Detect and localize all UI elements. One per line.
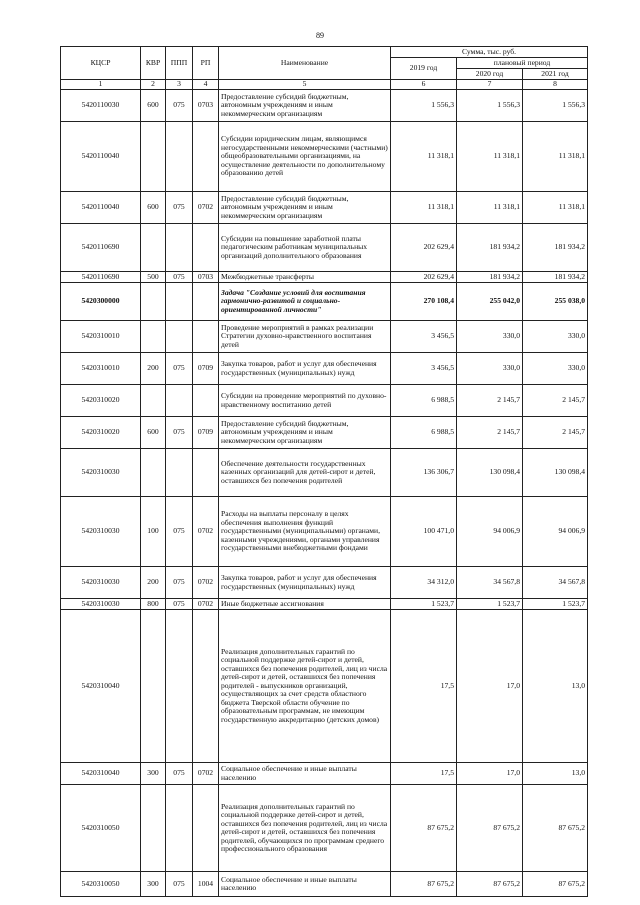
budget-table [60, 46, 588, 897]
kvr-cell: 300 [141, 763, 166, 785]
kcsr-cell: 5420310020 [61, 385, 141, 417]
name-cell: Социальное обеспечение и иные выплаты населению [219, 872, 391, 897]
value-2019-cell: 87 675,2 [391, 872, 457, 897]
header-planned: плановый период [457, 58, 588, 69]
kcsr-cell: 5420310040 [61, 763, 141, 785]
kcsr-cell: 5420110690 [61, 224, 141, 272]
column-number: 6 [391, 80, 457, 90]
value-2019-cell: 6 988,5 [391, 385, 457, 417]
value-2020-cell: 181 934,2 [457, 272, 523, 283]
name-cell: Проведение мероприятий в рамках реализации Стратегии духовно-нравственного воспитания детей [219, 321, 391, 353]
kcsr-cell: 5420310030 [61, 497, 141, 567]
value-2021-cell: 130 098,4 [523, 449, 588, 497]
rp-cell [193, 785, 219, 872]
value-2021-cell: 13,0 [523, 763, 588, 785]
ppp-cell [166, 122, 193, 192]
value-2020-cell: 1 556,3 [457, 90, 523, 122]
column-number: 3 [166, 80, 193, 90]
name-cell: Субсидии юридическим лицам, являющимся негосударственными некоммерческими (частными) общеобразовательными организациями, на осуществление деятельности по дополнительному образованию детей [219, 122, 391, 192]
value-2019-cell: 202 629,4 [391, 224, 457, 272]
value-2021-cell: 34 567,8 [523, 567, 588, 599]
kvr-cell: 600 [141, 417, 166, 449]
table-row [61, 497, 588, 567]
ppp-cell [166, 283, 193, 321]
name-cell: Расходы на выплаты персоналу в целях обеспечения выполнения функций государственными (муниципальными) органами, казенными учреждениями, органами управления государственными внебюджетными фондами [219, 497, 391, 567]
kvr-cell: 600 [141, 192, 166, 224]
kcsr-cell: 5420310010 [61, 353, 141, 385]
rp-cell: 0709 [193, 417, 219, 449]
name-cell: Социальное обеспечение и иные выплаты населению [219, 763, 391, 785]
value-2019-cell: 34 312,0 [391, 567, 457, 599]
rp-cell: 0709 [193, 353, 219, 385]
rp-cell: 0702 [193, 192, 219, 224]
value-2020-cell: 11 318,1 [457, 122, 523, 192]
value-2021-cell: 11 318,1 [523, 122, 588, 192]
kvr-cell: 800 [141, 599, 166, 610]
value-2019-cell: 202 629,4 [391, 272, 457, 283]
value-2020-cell: 2 145,7 [457, 385, 523, 417]
ppp-cell: 075 [166, 567, 193, 599]
value-2021-cell: 255 038,0 [523, 283, 588, 321]
kcsr-cell: 5420110040 [61, 192, 141, 224]
value-2020-cell: 34 567,8 [457, 567, 523, 599]
value-2021-cell: 181 934,2 [523, 272, 588, 283]
rp-cell [193, 385, 219, 417]
value-2021-cell: 87 675,2 [523, 785, 588, 872]
value-2020-cell: 87 675,2 [457, 785, 523, 872]
kcsr-cell: 5420110690 [61, 272, 141, 283]
value-2020-cell: 330,0 [457, 353, 523, 385]
value-2020-cell: 255 042,0 [457, 283, 523, 321]
name-cell: Иные бюджетные ассигнования [219, 599, 391, 610]
kvr-cell [141, 122, 166, 192]
ppp-cell: 075 [166, 872, 193, 897]
value-2019-cell: 87 675,2 [391, 785, 457, 872]
rp-cell: 0702 [193, 599, 219, 610]
table-row [61, 90, 588, 122]
value-2020-cell: 181 934,2 [457, 224, 523, 272]
name-cell: Предоставление субсидий бюджетным, автономным учреждениям и иным некоммерческим организациям [219, 90, 391, 122]
value-2020-cell: 17,0 [457, 610, 523, 763]
kcsr-cell: 5420310020 [61, 417, 141, 449]
column-number: 2 [141, 80, 166, 90]
name-cell: Предоставление субсидий бюджетным, автономным учреждениям и иным некоммерческим организациям [219, 417, 391, 449]
rp-cell: 0703 [193, 272, 219, 283]
value-2019-cell: 1 523,7 [391, 599, 457, 610]
header-2021: 2021 год [523, 69, 588, 80]
kvr-cell: 300 [141, 872, 166, 897]
value-2019-cell: 1 556,3 [391, 90, 457, 122]
header-kvr: КВР [141, 47, 166, 80]
kcsr-cell: 5420310010 [61, 321, 141, 353]
table-row [61, 272, 588, 283]
table-row [61, 283, 588, 321]
value-2019-cell: 17,5 [391, 763, 457, 785]
kvr-cell: 100 [141, 497, 166, 567]
rp-cell [193, 122, 219, 192]
header-2020: 2020 год [457, 69, 523, 80]
kvr-cell [141, 224, 166, 272]
column-numbers-row [61, 80, 588, 90]
kvr-cell [141, 385, 166, 417]
value-2021-cell: 330,0 [523, 321, 588, 353]
header-rp: РП [193, 47, 219, 80]
value-2020-cell: 1 523,7 [457, 599, 523, 610]
header-ppp: ППП [166, 47, 193, 80]
rp-cell [193, 321, 219, 353]
rp-cell: 0702 [193, 567, 219, 599]
table-row [61, 610, 588, 763]
value-2021-cell: 11 318,1 [523, 192, 588, 224]
rp-cell [193, 283, 219, 321]
ppp-cell [166, 610, 193, 763]
value-2021-cell: 330,0 [523, 353, 588, 385]
ppp-cell: 075 [166, 353, 193, 385]
table-row [61, 449, 588, 497]
value-2019-cell: 100 471,0 [391, 497, 457, 567]
kvr-cell [141, 449, 166, 497]
value-2021-cell: 94 006,9 [523, 497, 588, 567]
table-row [61, 763, 588, 785]
kvr-cell [141, 321, 166, 353]
header-kcsr: КЦСР [61, 47, 141, 80]
ppp-cell: 075 [166, 192, 193, 224]
value-2021-cell: 13,0 [523, 610, 588, 763]
kvr-cell: 500 [141, 272, 166, 283]
kvr-cell [141, 283, 166, 321]
ppp-cell: 075 [166, 763, 193, 785]
value-2020-cell: 330,0 [457, 321, 523, 353]
value-2021-cell: 2 145,7 [523, 417, 588, 449]
value-2019-cell: 17,5 [391, 610, 457, 763]
kvr-cell [141, 785, 166, 872]
name-cell: Субсидии на проведение мероприятий по духовно-нравственному воспитанию детей [219, 385, 391, 417]
value-2021-cell: 87 675,2 [523, 872, 588, 897]
ppp-cell: 075 [166, 497, 193, 567]
value-2020-cell: 94 006,9 [457, 497, 523, 567]
ppp-cell: 075 [166, 417, 193, 449]
page-number: 89 [316, 31, 324, 40]
kcsr-cell: 5420310050 [61, 872, 141, 897]
table-row [61, 417, 588, 449]
name-cell: Реализация дополнительных гарантий по социальной поддержке детей-сирот и детей, оставшихся без попечения родителей, лиц из числа детей-сирот и детей, оставшихся без попечения родителей, обучающихся по программам среднего профессионального образования [219, 785, 391, 872]
header-2019: 2019 год [391, 58, 457, 80]
rp-cell: 1004 [193, 872, 219, 897]
name-cell: Реализация дополнительных гарантий по социальной поддержке детей-сирот и детей, оставшихся без попечения родителей, лиц из числа детей-сирот и детей, оставшихся без попечения родителей - выпускников организаций, осуществляющих за счет средств областного бюджета Тверской области обучение по образовательным программам, не имеющим государственную аккредитацию (детских домов) [219, 610, 391, 763]
table-row [61, 122, 588, 192]
kcsr-cell: 5420300000 [61, 283, 141, 321]
value-2021-cell: 1 556,3 [523, 90, 588, 122]
ppp-cell [166, 385, 193, 417]
value-2019-cell: 3 456,5 [391, 321, 457, 353]
value-2019-cell: 11 318,1 [391, 192, 457, 224]
table-row [61, 192, 588, 224]
kvr-cell: 200 [141, 567, 166, 599]
kvr-cell [141, 610, 166, 763]
kcsr-cell: 5420310030 [61, 567, 141, 599]
rp-cell: 0703 [193, 90, 219, 122]
column-number: 5 [219, 80, 391, 90]
table-row [61, 385, 588, 417]
rp-cell: 0702 [193, 497, 219, 567]
value-2019-cell: 11 318,1 [391, 122, 457, 192]
name-cell: Предоставление субсидий бюджетным, автономным учреждениям и иным некоммерческим организациям [219, 192, 391, 224]
kcsr-cell: 5420110040 [61, 122, 141, 192]
table-row [61, 785, 588, 872]
kcsr-cell: 5420310040 [61, 610, 141, 763]
value-2019-cell: 6 988,5 [391, 417, 457, 449]
table-row [61, 353, 588, 385]
ppp-cell [166, 224, 193, 272]
rp-cell [193, 449, 219, 497]
value-2019-cell: 3 456,5 [391, 353, 457, 385]
value-2019-cell: 270 108,4 [391, 283, 457, 321]
ppp-cell: 075 [166, 90, 193, 122]
value-2021-cell: 181 934,2 [523, 224, 588, 272]
value-2021-cell: 1 523,7 [523, 599, 588, 610]
table-row [61, 321, 588, 353]
name-cell: Закупка товаров, работ и услуг для обеспечения государственных (муниципальных) нужд [219, 353, 391, 385]
kvr-cell: 200 [141, 353, 166, 385]
ppp-cell: 075 [166, 599, 193, 610]
kcsr-cell: 5420110030 [61, 90, 141, 122]
kcsr-cell: 5420310030 [61, 599, 141, 610]
value-2020-cell: 17,0 [457, 763, 523, 785]
table-row [61, 599, 588, 610]
name-cell: Задача "Создание условий для воспитания гармонично-развитой и социально-ориентированной личности" [219, 283, 391, 321]
rp-cell [193, 610, 219, 763]
value-2020-cell: 130 098,4 [457, 449, 523, 497]
name-cell: Закупка товаров, работ и услуг для обеспечения государственных (муниципальных) нужд [219, 567, 391, 599]
table-row [61, 872, 588, 897]
column-number: 4 [193, 80, 219, 90]
value-2020-cell: 87 675,2 [457, 872, 523, 897]
column-number: 1 [61, 80, 141, 90]
name-cell: Субсидии на повышение заработной платы педагогическим работникам муниципальных организаций дополнительного образования [219, 224, 391, 272]
header-sum: Сумма, тыс. руб. [391, 47, 588, 58]
header-name: Наименование [219, 47, 391, 80]
value-2019-cell: 136 306,7 [391, 449, 457, 497]
column-number: 7 [457, 80, 523, 90]
name-cell: Межбюджетные трансферты [219, 272, 391, 283]
ppp-cell [166, 449, 193, 497]
value-2021-cell: 2 145,7 [523, 385, 588, 417]
kcsr-cell: 5420310030 [61, 449, 141, 497]
kcsr-cell: 5420310050 [61, 785, 141, 872]
ppp-cell: 075 [166, 272, 193, 283]
ppp-cell [166, 321, 193, 353]
rp-cell [193, 224, 219, 272]
rp-cell: 0702 [193, 763, 219, 785]
value-2020-cell: 2 145,7 [457, 417, 523, 449]
value-2020-cell: 11 318,1 [457, 192, 523, 224]
name-cell: Обеспечение деятельности государственных казенных организаций для детей-сирот и детей, оставшихся без попечения родителей [219, 449, 391, 497]
table-row [61, 224, 588, 272]
table-row [61, 567, 588, 599]
table-body [61, 90, 588, 897]
column-number: 8 [523, 80, 588, 90]
kvr-cell: 600 [141, 90, 166, 122]
ppp-cell [166, 785, 193, 872]
